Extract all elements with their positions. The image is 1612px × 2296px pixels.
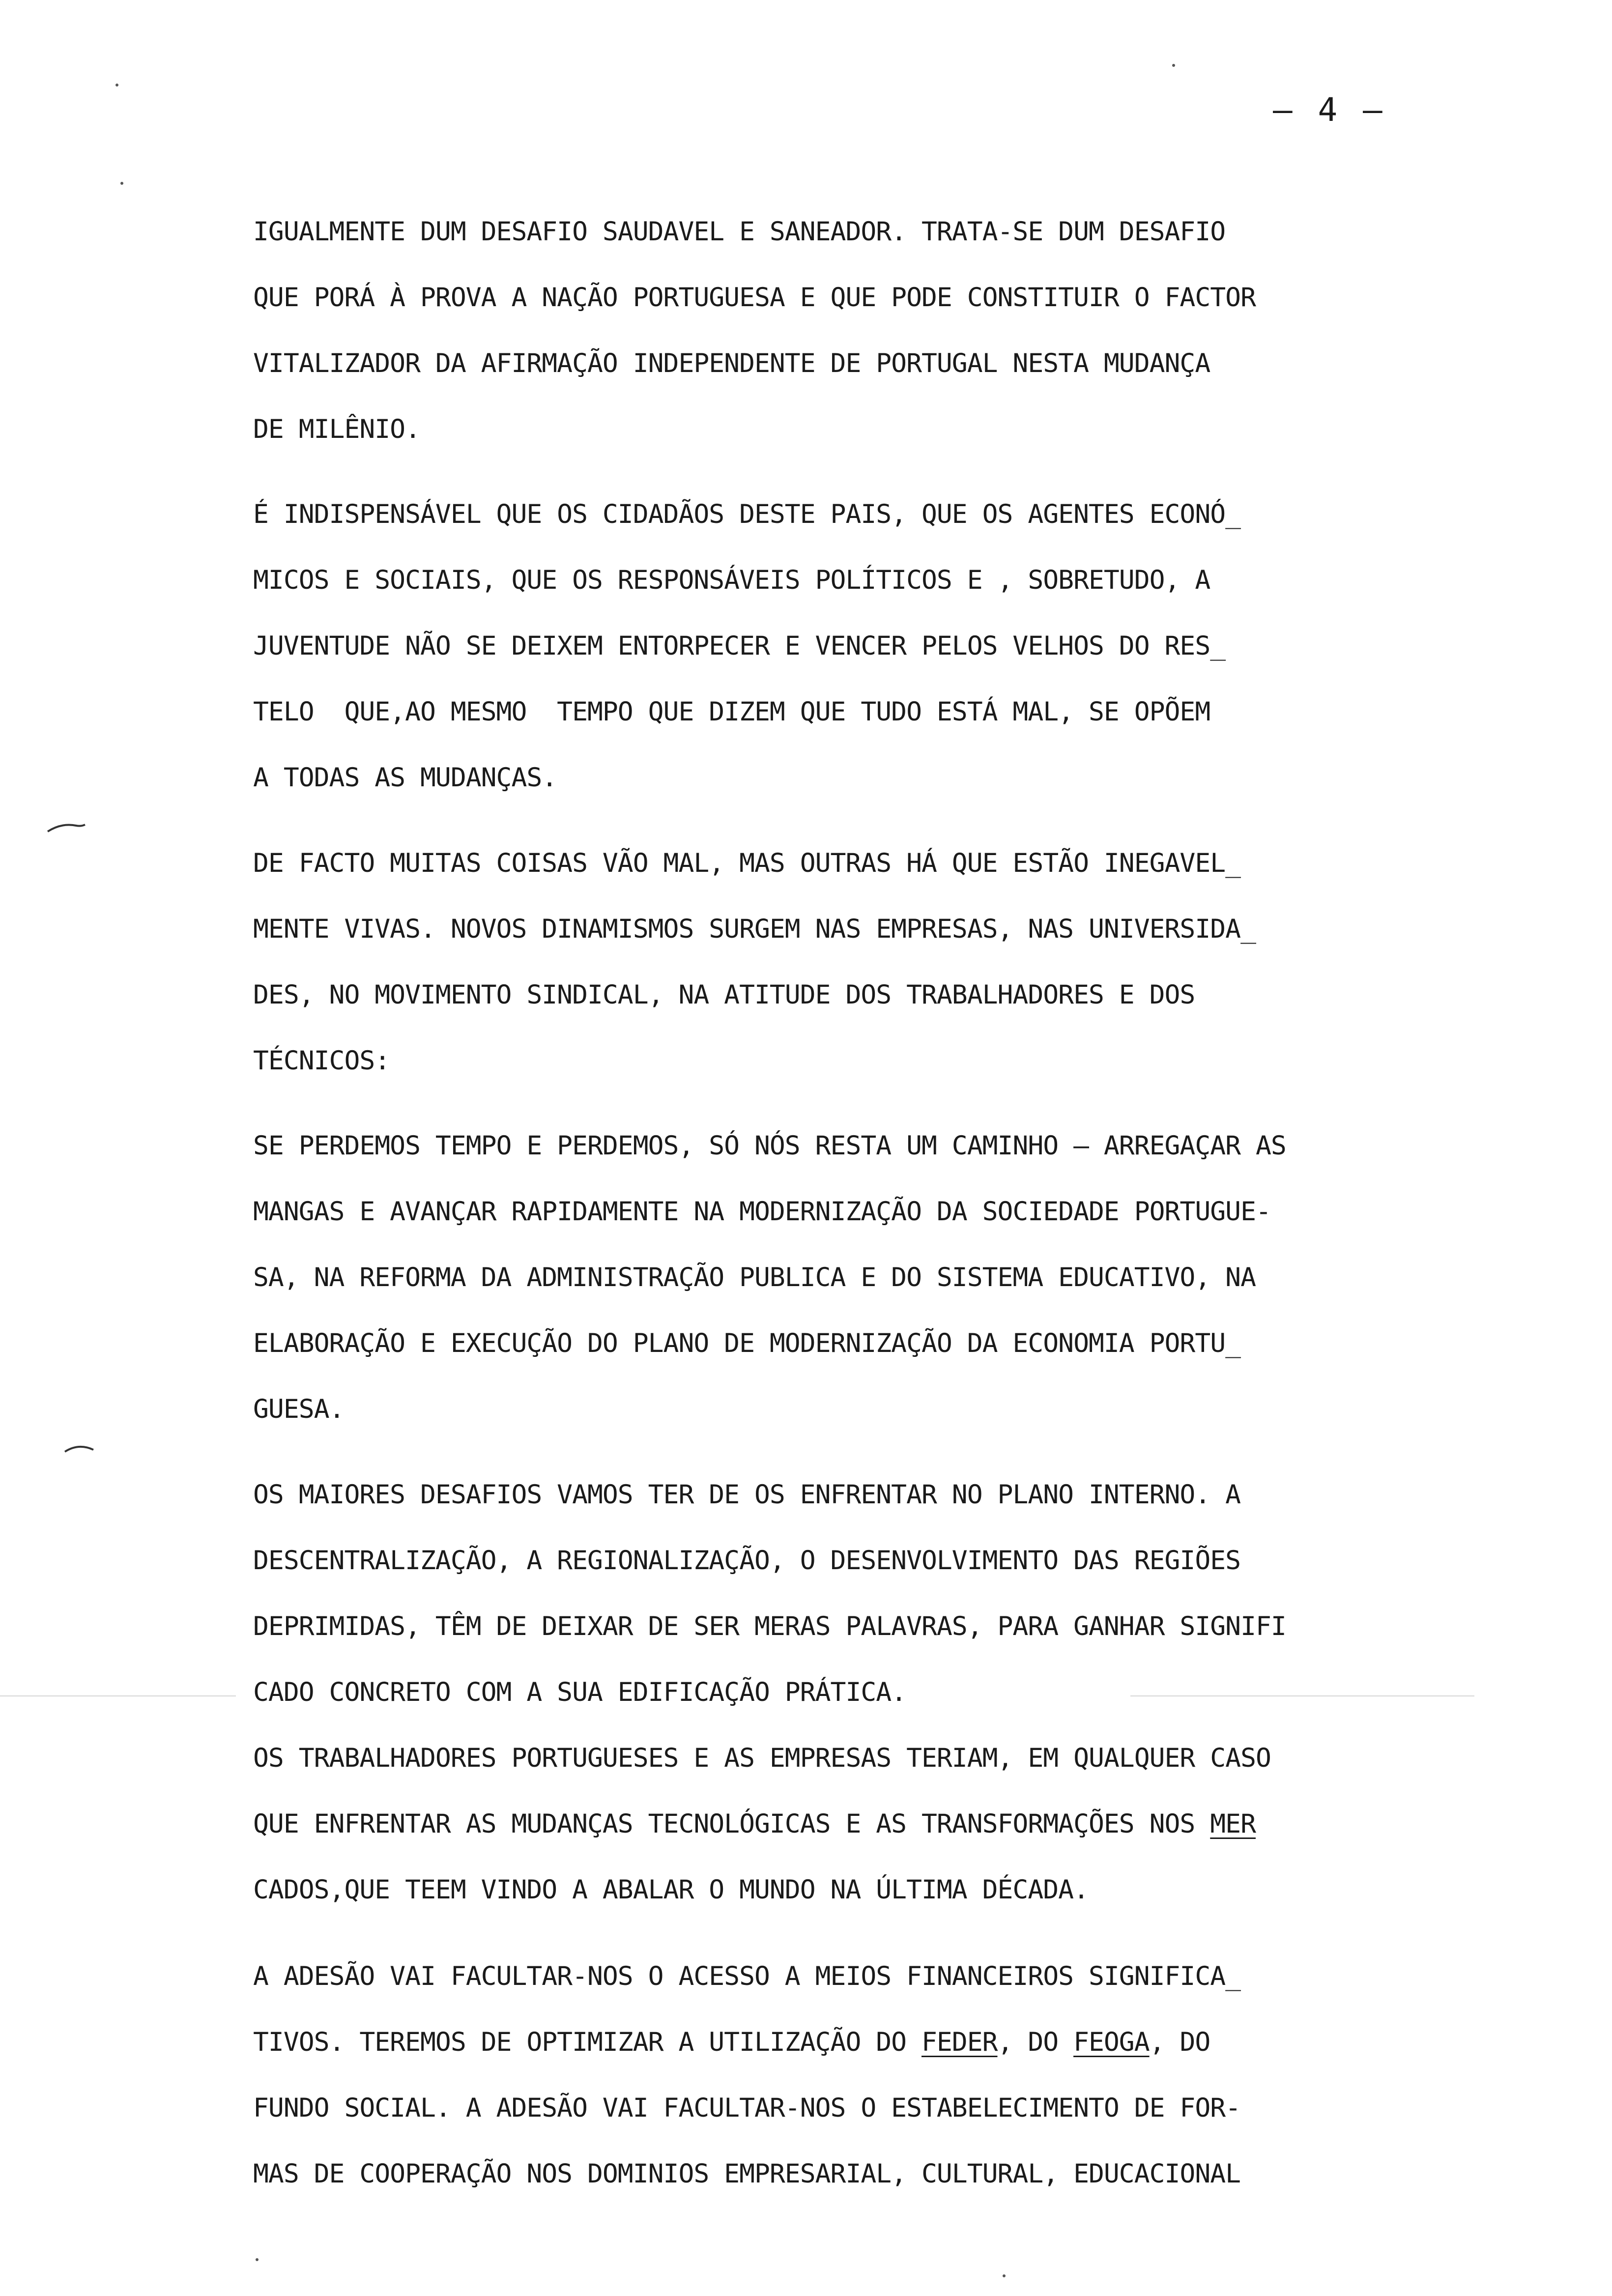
- text-line: TÉCNICOS:: [253, 1046, 390, 1076]
- text-line: MICOS E SOCIAIS, QUE OS RESPONSÁVEIS POLÍTICOS E , SOBRETUDO, A: [253, 565, 1210, 595]
- paragraph-3: [253, 831, 1610, 1094]
- scan-speck: [120, 182, 123, 185]
- paragraph-2: [253, 482, 1610, 811]
- text-line: CADO CONCRETO COM A SUA EDIFICAÇÃO PRÁTICA.: [253, 1677, 907, 1707]
- text-line: MANGAS E AVANÇAR RAPIDAMENTE NA MODERNIZAÇÃO DA SOCIEDADE PORTUGUE-: [253, 1197, 1271, 1227]
- text-line: JUVENTUDE NÃO SE DEIXEM ENTORPECER E VENCER PELOS VELHOS DO RES_: [253, 631, 1226, 661]
- text-line: QUE ENFRENTAR AS MUDANÇAS TECNOLÓGICAS E AS TRANSFORMAÇÕES NOS MER: [253, 1809, 1256, 1839]
- text-line: DES, NO MOVIMENTO SINDICAL, NA ATITUDE DOS TRABALHADORES E DOS: [253, 980, 1195, 1010]
- scan-streak: [0, 1695, 236, 1696]
- text-line: TIVOS. TEREMOS DE OPTIMIZAR A UTILIZAÇÃO DO FEDER, DO FEOGA, DO: [253, 2027, 1210, 2057]
- text-line: FUNDO SOCIAL. A ADESÃO VAI FACULTAR-NOS O ESTABELECIMENTO DE FOR-: [253, 2093, 1241, 2123]
- text-line: GUESA.: [253, 1394, 345, 1424]
- text-line: A ADESÃO VAI FACULTAR-NOS O ACESSO A MEIOS FINANCEIROS SIGNIFICA_: [253, 1961, 1241, 1991]
- text-line: VITALIZADOR DA AFIRMAÇÃO INDEPENDENTE DE PORTUGAL NESTA MUDANÇA: [253, 348, 1210, 378]
- text-line: É INDISPENSÁVEL QUE OS CIDADÃOS DESTE PAIS, QUE OS AGENTES ECONÓ_: [253, 499, 1241, 529]
- text-line: IGUALMENTE DUM DESAFIO SAUDAVEL E SANEADOR. TRATA-SE DUM DESAFIO: [253, 217, 1226, 247]
- page-number: – 4 –: [1273, 91, 1385, 129]
- margin-mark: [47, 821, 86, 835]
- text-line: MENTE VIVAS. NOVOS DINAMISMOS SURGEM NAS EMPRESAS, NAS UNIVERSIDA_: [253, 914, 1256, 944]
- text-line: ELABORAÇÃO E EXECUÇÃO DO PLANO DE MODERNIZAÇÃO DA ECONOMIA PORTU_: [253, 1328, 1241, 1358]
- scan-speck: [115, 84, 118, 86]
- text-line: DE MILÊNIO.: [253, 414, 420, 444]
- paragraph-6: [253, 1944, 1610, 2207]
- margin-mark: [64, 1440, 103, 1455]
- text-line: SE PERDEMOS TEMPO E PERDEMOS, SÓ NÓS RESTA UM CAMINHO — ARREGAÇAR AS: [253, 1131, 1286, 1161]
- text-line: TELO QUE,AO MESMO TEMPO QUE DIZEM QUE TUDO ESTÁ MAL, SE OPÕEM: [253, 697, 1210, 727]
- text-line: MAS DE COOPERAÇÃO NOS DOMINIOS EMPRESARIAL, CULTURAL, EDUCACIONAL: [253, 2159, 1241, 2189]
- text-line: OS MAIORES DESAFIOS VAMOS TER DE OS ENFRENTAR NO PLANO INTERNO. A: [253, 1480, 1241, 1510]
- text-line: QUE PORÁ À PROVA A NAÇÃO PORTUGUESA E QUE PODE CONSTITUIR O FACTOR: [253, 283, 1256, 313]
- text-line: CADOS,QUE TEEM VINDO A ABALAR O MUNDO NA ÚLTIMA DÉCADA.: [253, 1875, 1089, 1905]
- scan-speck: [1172, 64, 1175, 67]
- text-line: OS TRABALHADORES PORTUGUESES E AS EMPRESAS TERIAM, EM QUALQUER CASO: [253, 1743, 1271, 1773]
- paragraph-5: [253, 1462, 1610, 1923]
- scan-speck: [1003, 2274, 1006, 2277]
- scan-streak: [1130, 1695, 1474, 1696]
- scan-speck: [256, 2258, 259, 2261]
- text-line: DEPRIMIDAS, TÊM DE DEIXAR DE SER MERAS PALAVRAS, PARA GANHAR SIGNIFI: [253, 1611, 1286, 1641]
- paragraph-1: [253, 199, 1610, 462]
- text-line: A TODAS AS MUDANÇAS.: [253, 763, 557, 793]
- text-line: DESCENTRALIZAÇÃO, A REGIONALIZAÇÃO, O DESENVOLVIMENTO DAS REGIÕES: [253, 1546, 1241, 1576]
- text-line: SA, NA REFORMA DA ADMINISTRAÇÃO PUBLICA E DO SISTEMA EDUCATIVO, NA: [253, 1263, 1256, 1292]
- paragraph-4: [253, 1113, 1610, 1442]
- text-line: DE FACTO MUITAS COISAS VÃO MAL, MAS OUTRAS HÁ QUE ESTÃO INEGAVEL_: [253, 848, 1241, 878]
